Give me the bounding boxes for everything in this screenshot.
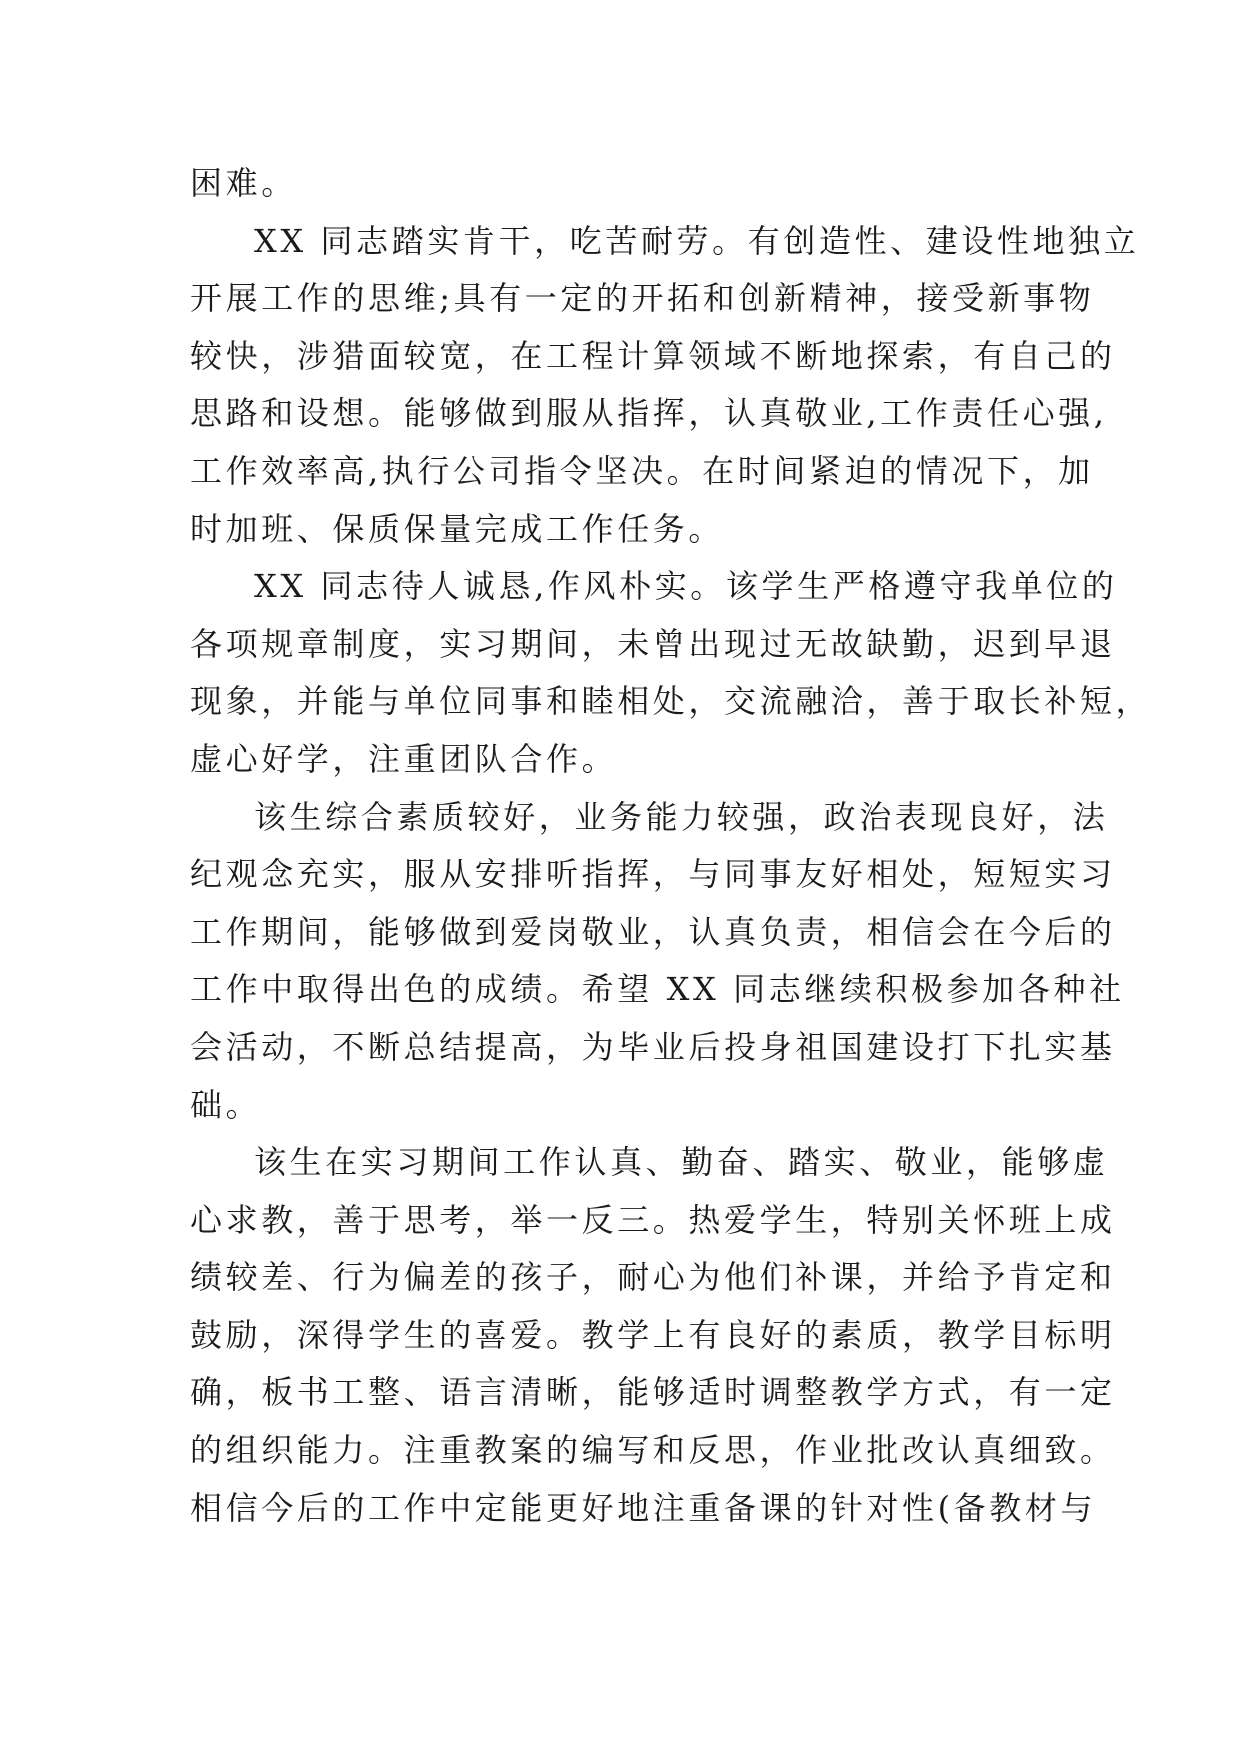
text-line: 虚心好学，注重团队合作。 bbox=[190, 739, 618, 778]
text-line: 思路和设想。能够做到服从指挥，认真敬业,工作责任心强, bbox=[190, 394, 1108, 433]
text-line: 该生综合素质较好，业务能力较强，政治表现良好，法 bbox=[254, 797, 1109, 836]
text-line: 心求教，善于思考，举一反三。热爱学生，特别关怀班上成 bbox=[190, 1200, 1116, 1239]
text-line: 的组织能力。注重教案的编写和反思，作业批改认真细致。 bbox=[190, 1431, 1116, 1470]
text-line: 绩较差、行为偏差的孩子，耐心为他们补课，并给予肯定和 bbox=[190, 1258, 1116, 1297]
text-line: 础。 bbox=[190, 1085, 262, 1124]
text-line: 该生在实习期间工作认真、勤奋、踏实、敬业，能够虚 bbox=[254, 1143, 1109, 1182]
text-line: 现象，并能与单位同事和睦相处，交流融洽，善于取长补短， bbox=[190, 682, 1152, 721]
text-line: 工作效率高,执行公司指令坚决。在时间紧迫的情况下，加 bbox=[190, 451, 1094, 490]
text-line: 开展工作的思维;具有一定的开拓和创新精神，接受新事物 bbox=[190, 279, 1095, 318]
paragraph bbox=[190, 213, 1140, 559]
text-line: 工作期间，能够做到爱岗敬业，认真负责，相信会在今后的 bbox=[190, 912, 1116, 951]
text-line: 较快，涉猎面较宽，在工程计算领域不断地探索，有自己的 bbox=[190, 336, 1116, 375]
text-line: XX 同志踏实肯干，吃苦耐劳。有创造性、建设性地独立 bbox=[254, 221, 1140, 260]
paragraph bbox=[190, 789, 1125, 1135]
text-line: 各项规章制度，实习期间，未曾出现过无故缺勤，迟到早退 bbox=[190, 624, 1116, 663]
text-line: 困难。 bbox=[190, 164, 297, 202]
paragraph bbox=[190, 155, 1070, 213]
text-line: 鼓励，深得学生的喜爱。教学上有良好的素质，教学目标明 bbox=[190, 1315, 1116, 1354]
text-line: 纪观念充实，服从安排听指挥，与同事友好相处，短短实习 bbox=[190, 855, 1116, 894]
text-line: 相信今后的工作中定能更好地注重备课的针对性(备教材与 bbox=[190, 1488, 1097, 1527]
paragraph bbox=[190, 558, 1152, 788]
text-line: XX 同志待人诚恳,作风朴实。该学生严格遵守我单位的 bbox=[254, 567, 1118, 606]
paragraph bbox=[190, 1134, 1116, 1537]
text-line: 确，板书工整、语言清晰，能够适时调整教学方式，有一定 bbox=[190, 1373, 1116, 1412]
text-line: 工作中取得出色的成绩。希望 XX 同志继续积极参加各种社 bbox=[190, 970, 1125, 1009]
document-body bbox=[190, 155, 1152, 1537]
text-line: 会活动，不断总结提高，为毕业后投身祖国建设打下扎实基 bbox=[190, 1027, 1116, 1066]
text-line: 时加班、保质保量完成工作任务。 bbox=[190, 509, 725, 548]
